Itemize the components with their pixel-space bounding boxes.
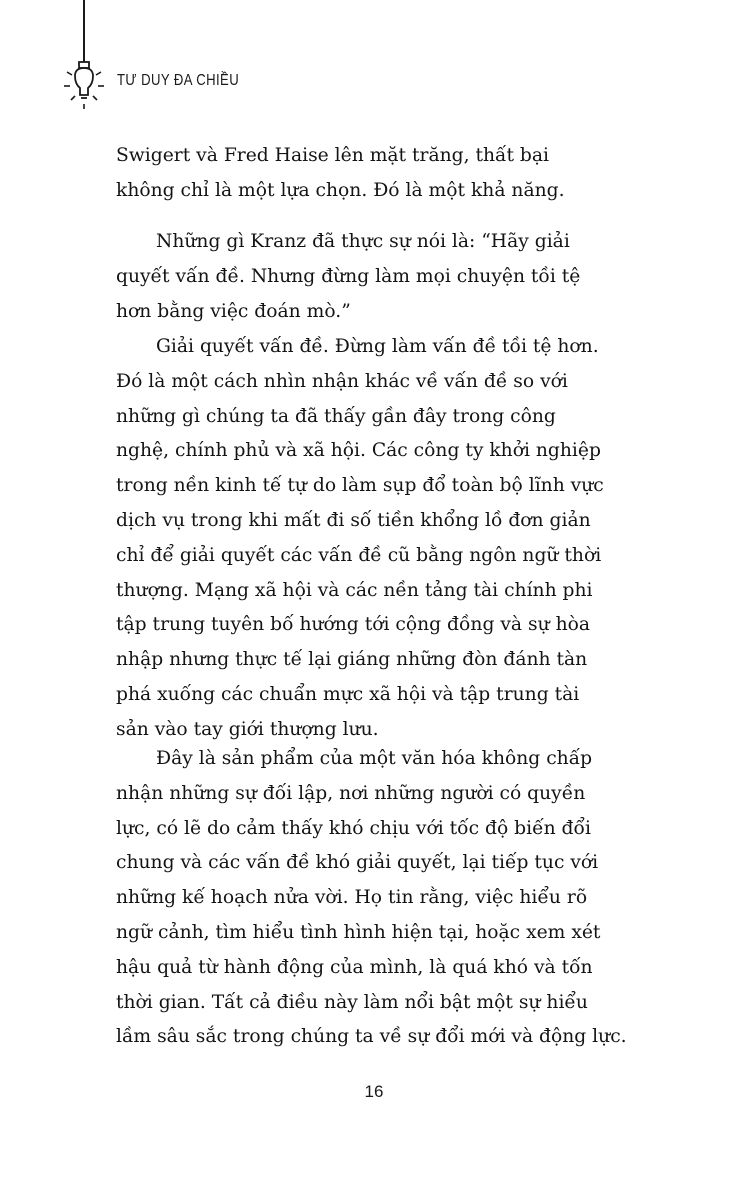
paragraph [116, 330, 636, 748]
text-line: không chỉ là một lựa chọn. Đó là một khả năng. [116, 179, 565, 201]
paragraph [116, 742, 636, 1055]
text-line: trong nền kinh tế tự do làm sụp đổ toàn bộ lĩnh vực [116, 475, 604, 497]
text-line: những kế hoạch nửa vời. Họ tin rằng, việc hiểu rõ [116, 887, 588, 909]
paragraph [116, 139, 636, 209]
light-bulb-icon [62, 0, 110, 112]
text-line: thượng. Mạng xã hội và các nền tảng tài chính phi [116, 579, 593, 601]
text-line: phá xuống các chuẩn mực xã hội và tập trung tài [116, 683, 580, 705]
text-line: Giải quyết vấn đề. Đừng làm vấn đề tồi tệ hơn. [156, 336, 599, 357]
running-header-title: TƯ DUY ĐA CHIỀU [117, 72, 240, 89]
text-line: lầm sâu sắc trong chúng ta về sự đổi mới và động lực. [116, 1026, 627, 1048]
text-line: tập trung tuyên bố hướng tới cộng đồng và sự hòa [116, 614, 591, 636]
page-number: 16 [364, 1082, 384, 1101]
text-line: thời gian. Tất cả điều này làm nổi bật một sự hiểu [116, 991, 588, 1013]
text-line: dịch vụ trong khi mất đi số tiền khổng lồ đơn giản [116, 509, 591, 531]
paragraph [116, 225, 636, 329]
text-line: nhập nhưng thực tế lại giáng những đòn đánh tàn [116, 649, 588, 671]
text-line: chỉ để giải quyết các vấn đề cũ bằng ngôn ngữ thời [116, 544, 602, 566]
text-line: những gì chúng ta đã thấy gần đây trong công [116, 405, 556, 427]
text-line: quyết vấn đề. Nhưng đừng làm mọi chuyện tồi tệ [116, 265, 581, 287]
text-line: Đây là sản phẩm của một văn hóa không chấp [156, 748, 593, 769]
text-line: hậu quả từ hành động của mình, là quá khó và tốn [116, 956, 593, 978]
text-line: sản vào tay giới thượng lưu. [116, 718, 379, 740]
running-header [0, 0, 748, 120]
text-line: lực, có lẽ do cảm thấy khó chịu với tốc độ biến đổi [116, 817, 591, 839]
text-line: chung và các vấn đề khó giải quyết, lại tiếp tục với [116, 852, 599, 874]
text-line: ngữ cảnh, tìm hiểu tình hình hiện tại, hoặc xem xét [116, 921, 601, 943]
text-line: nghệ, chính phủ và xã hội. Các công ty khởi nghiệp [116, 440, 601, 462]
text-line: Đó là một cách nhìn nhận khác về vấn đề so với [116, 370, 568, 392]
text-line: Swigert và Fred Haise lên mặt trăng, thất bại [116, 145, 549, 166]
text-line: nhận những sự đối lập, nơi những người có quyền [116, 782, 586, 804]
text-line: hơn bằng việc đoán mò.” [116, 300, 351, 322]
text-line: Những gì Kranz đã thực sự nói là: “Hãy giải [156, 231, 570, 252]
